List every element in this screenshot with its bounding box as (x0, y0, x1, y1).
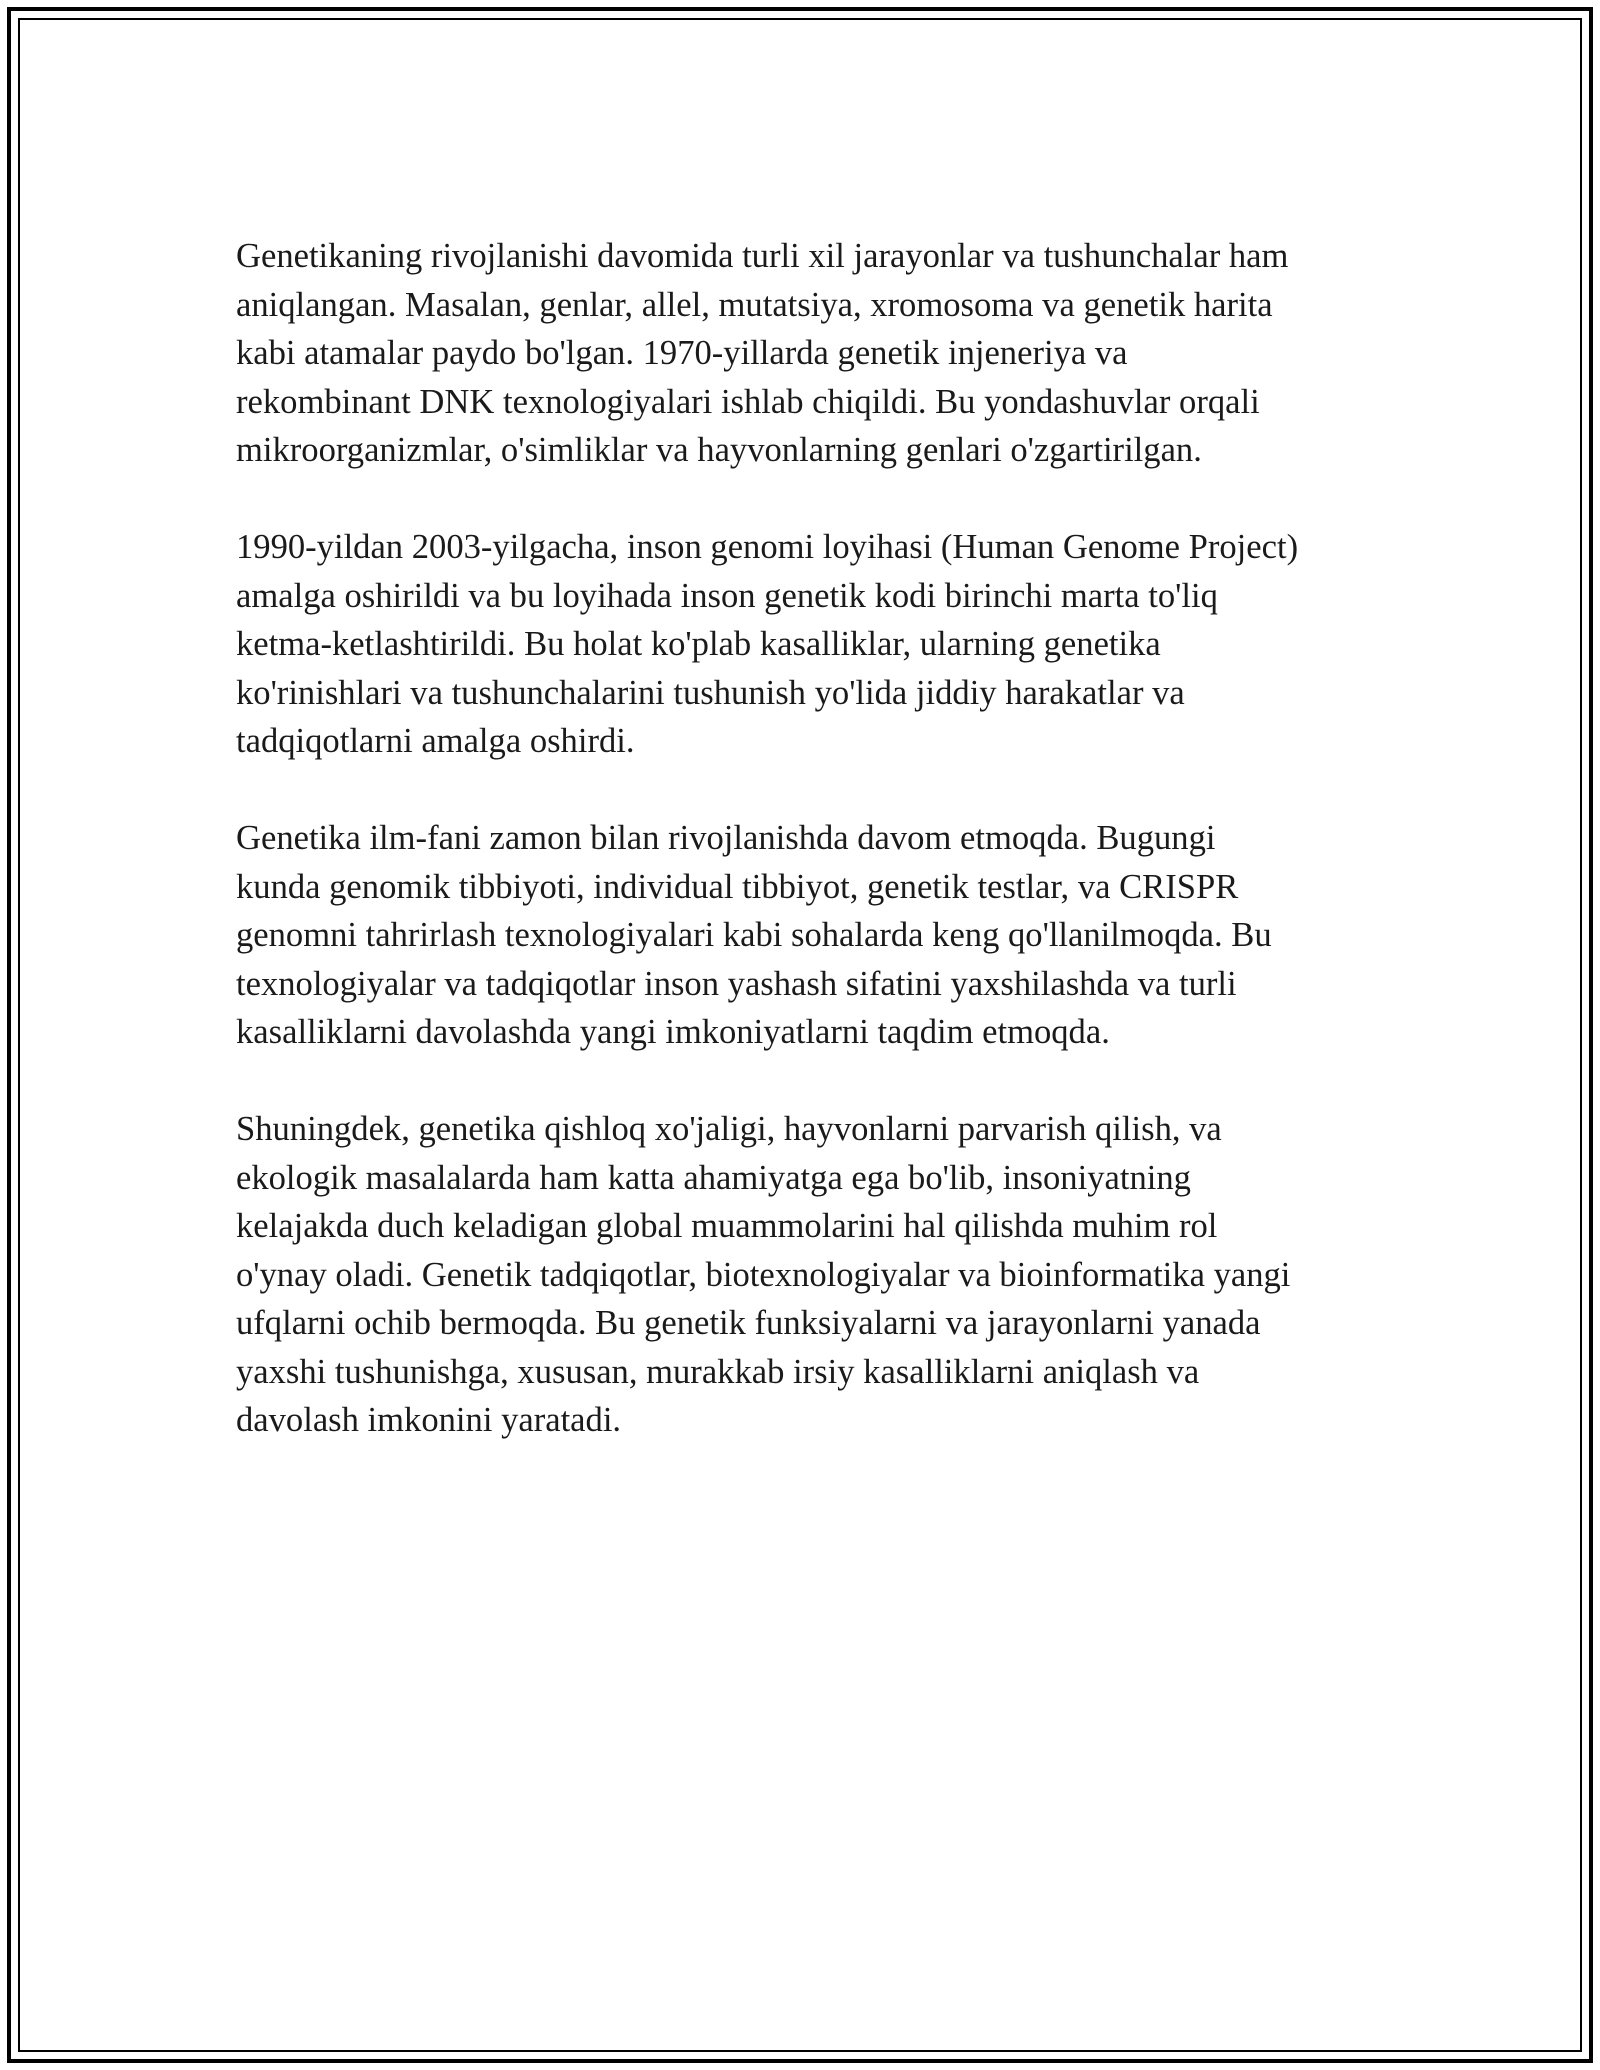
paragraph-line: amalga oshirildi va bu loyihada inson genetik kodi birinchi marta to'liq (236, 576, 1218, 615)
document-body (236, 232, 1376, 1493)
paragraph-line: kelajakda duch keladigan global muammolarini hal qilishda muhim rol (236, 1207, 1218, 1245)
paragraph-line: kunda genomik tibbiyoti, individual tibbiyot, genetik testlar, va CRISPR (236, 867, 1239, 906)
paragraph-line: tadqiqotlarni amalga oshirdi. (236, 722, 635, 760)
paragraph-line: texnologiyalar va tadqiqotlar inson yashash sifatini yaxshilashda va turli (236, 964, 1237, 1003)
paragraph-line: ekologik masalalarda ham katta ahamiyatga ega bo'lib, insoniyatning (236, 1158, 1191, 1197)
paragraph-line: rekombinant DNK texnologiyalari ishlab chiqildi. Bu yondashuvlar orqali (236, 382, 1260, 421)
paragraph-line: 1990-yildan 2003-yilgacha, inson genomi loyihasi (Human Genome Project) (236, 528, 1299, 566)
paragraph-line: o'ynay oladi. Genetik tadqiqotlar, biotexnologiyalar va bioinformatika yangi (236, 1255, 1291, 1294)
paragraph-2 (236, 523, 1376, 766)
paragraph-line: Genetika ilm-fani zamon bilan rivojlanishda davom etmoqda. Bugungi (236, 819, 1216, 857)
paragraph-line: ketma-ketlashtirildi. Bu holat ko'plab kasalliklar, ularning genetika (236, 625, 1161, 663)
paragraph-line: Genetikaning rivojlanishi davomida turli xil jarayonlar va tushunchalar ham (236, 237, 1289, 275)
paragraph-line: ko'rinishlari va tushunchalarini tushunish yo'lida jiddiy harakatlar va (236, 673, 1185, 712)
paragraph-line: kabi atamalar paydo bo'lgan. 1970-yillarda genetik injeneriya va (236, 334, 1128, 372)
paragraph-4 (236, 1105, 1376, 1445)
paragraph-line: yaxshi tushunishga, xususan, murakkab irsiy kasalliklarni aniqlash va (236, 1352, 1200, 1391)
paragraph-1 (236, 232, 1376, 475)
paragraph-line: kasalliklarni davolashda yangi imkoniyatlarni taqdim etmoqda. (236, 1013, 1110, 1051)
paragraph-line: genomni tahrirlash texnologiyalari kabi sohalarda keng qo'llanilmoqda. Bu (236, 916, 1272, 954)
paragraph-line: ufqlarni ochib bermoqda. Bu genetik funksiyalarni va jarayonlarni yanada (236, 1304, 1261, 1342)
paragraph-line: Shuningdek, genetika qishloq xo'jaligi, hayvonlarni parvarish qilish, va (236, 1110, 1222, 1148)
paragraph-line: davolash imkonini yaratadi. (236, 1401, 622, 1439)
paragraph-line: mikroorganizmlar, o'simliklar va hayvonlarning genlari o'zgartirilgan. (236, 431, 1202, 469)
paragraph-3 (236, 814, 1376, 1057)
paragraph-line: aniqlangan. Masalan, genlar, allel, mutatsiya, xromosoma va genetik harita (236, 285, 1273, 324)
